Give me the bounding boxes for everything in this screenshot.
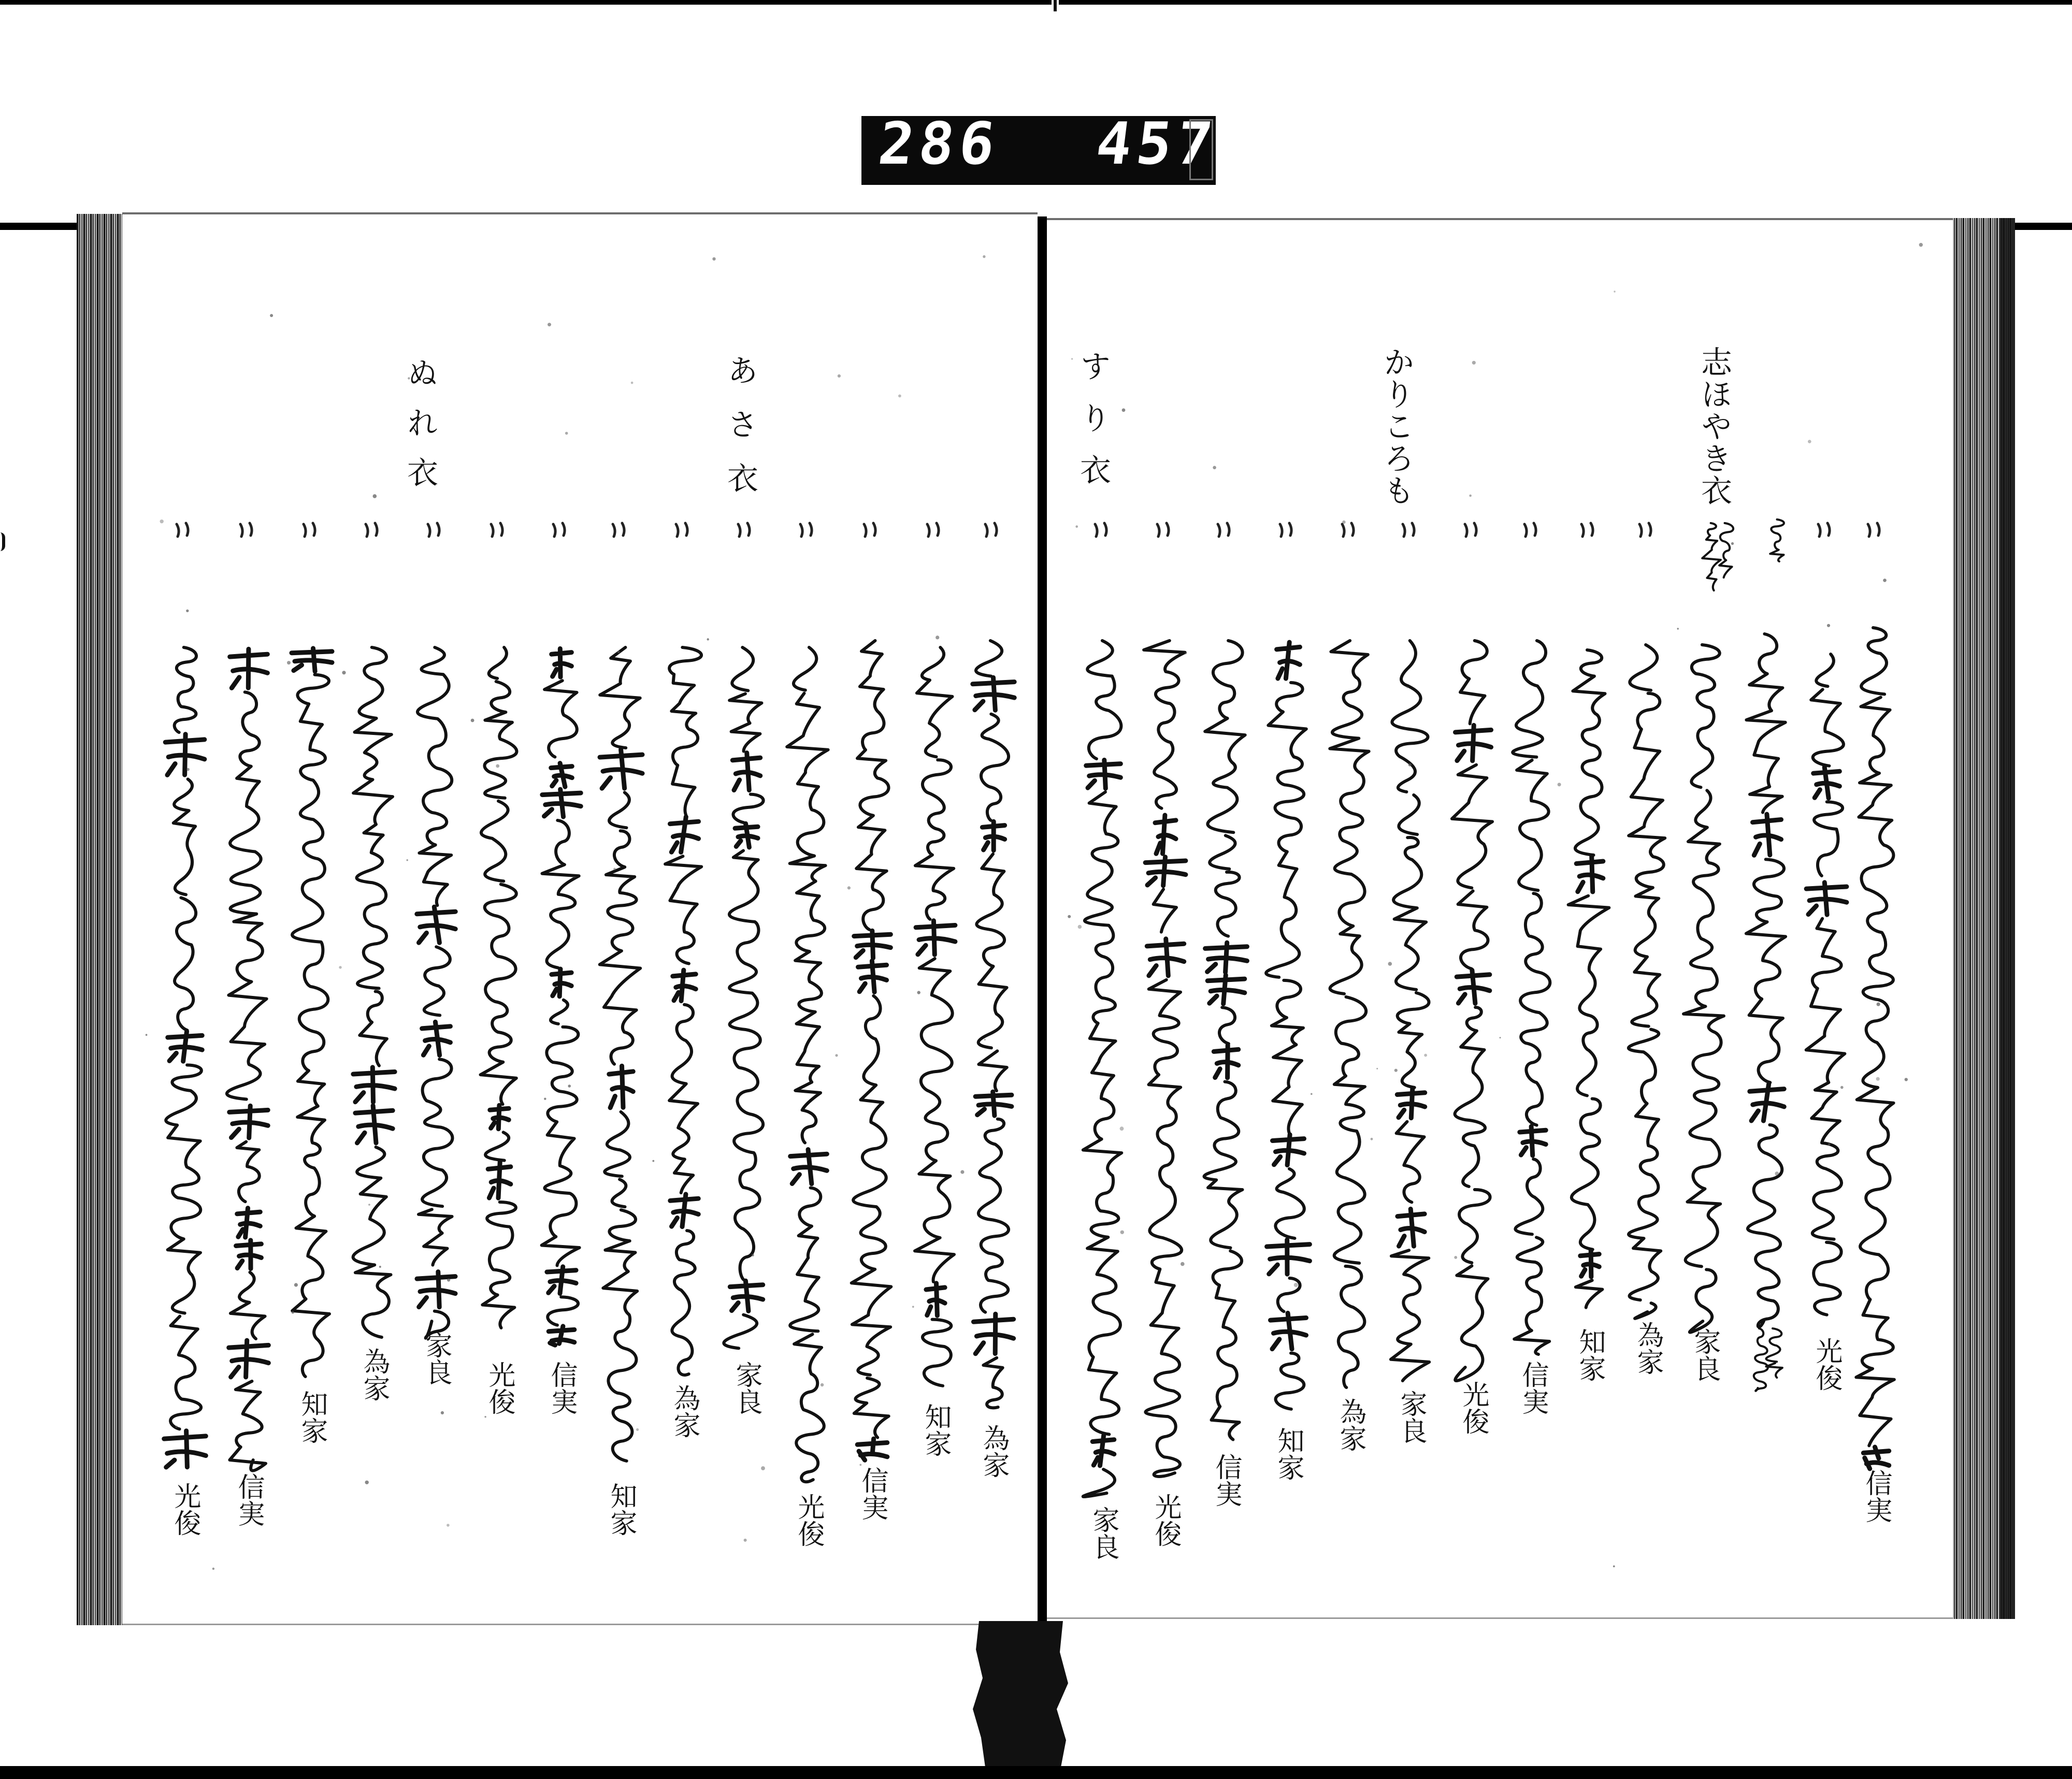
paper-speck: [1613, 1566, 1615, 1568]
paper-speck: [146, 1034, 148, 1036]
poet-name: 為家: [1335, 1398, 1366, 1452]
paper-speck: [1120, 1126, 1124, 1131]
marginal-note-handwriting: [1702, 523, 1721, 590]
paper-speck: [342, 671, 346, 674]
handwritten-poem-column-bold: [973, 677, 1014, 1354]
paper-speck: [917, 991, 920, 994]
poet-name: 為家: [669, 1384, 700, 1438]
ditto-mark: [177, 523, 188, 537]
handwritten-poem-column: [1629, 645, 1665, 1319]
paper-speck: [447, 1278, 450, 1281]
handwritten-poem-column: [292, 675, 329, 1377]
topic-heading: ぬれ衣: [402, 357, 438, 506]
paper-speck: [761, 1466, 765, 1470]
paper-speck: [1840, 1086, 1844, 1089]
handwritten-poem-column-bold: [1267, 642, 1310, 1349]
paper-speck: [484, 1416, 486, 1418]
marginal-note-handwriting: [1770, 519, 1784, 561]
ditto-mark: [1342, 523, 1354, 537]
topic-heading: かりころも: [1378, 346, 1415, 507]
handwritten-poem-column-bold: [488, 1105, 511, 1198]
paper-speck: [983, 255, 985, 258]
ditto-mark: [1403, 523, 1414, 537]
poet-name: 信実: [233, 1473, 264, 1527]
paper-speck: [1469, 495, 1472, 497]
ditto-mark: [738, 523, 750, 537]
handwritten-poem-column-bold: [790, 1150, 827, 1184]
frame-number: 457: [1092, 110, 1221, 178]
paper-speck: [176, 1426, 178, 1428]
paper-speck: [1213, 466, 1216, 470]
poet-name: 家良: [421, 1332, 452, 1385]
topic-heading: あさ衣: [722, 354, 758, 516]
marginal-note-handwriting: [1766, 1328, 1782, 1378]
paper-speck: [368, 1204, 370, 1206]
paper-speck: [441, 1411, 444, 1414]
poet-name: 為家: [1632, 1321, 1663, 1375]
paper-speck: [1500, 1037, 1501, 1038]
book-spine-shadow: [973, 1621, 1068, 1767]
ditto-mark: [304, 523, 315, 537]
paper-speck: [270, 314, 273, 317]
poet-name: 光俊: [793, 1493, 824, 1547]
paper-speck: [859, 1464, 861, 1466]
paper-speck: [936, 635, 939, 639]
paper-speck: [838, 374, 841, 378]
ditto-mark: [1639, 523, 1651, 537]
handwritten-poem-column: [1856, 628, 1894, 1462]
poet-name: 信実: [1211, 1453, 1242, 1507]
topic-heading: 志ほやき衣: [1696, 346, 1732, 507]
poet-name: 信実: [1861, 1469, 1892, 1523]
handwritten-poem-column-bold: [1863, 1447, 1889, 1469]
poet-name: 光俊: [484, 1361, 515, 1415]
handwritten-poem-column-bold: [1145, 815, 1186, 976]
paper-speck: [1376, 1068, 1378, 1069]
ditto-mark: [927, 523, 939, 537]
poet-name: 知家: [920, 1403, 951, 1457]
paper-speck: [636, 1428, 639, 1431]
handwritten-poem-column: [418, 647, 453, 1338]
poet-name: 知家: [1574, 1328, 1605, 1382]
paper-speck: [707, 638, 709, 640]
ditto-mark: [1818, 523, 1830, 537]
paper-speck: [652, 1160, 654, 1162]
ditto-mark: [1581, 523, 1593, 537]
handwritten-poem-column: [542, 681, 580, 1347]
ditto-mark: [613, 523, 624, 537]
paper-speck: [1883, 578, 1887, 582]
paper-speck: [617, 650, 620, 653]
handwritten-poem-column: [665, 647, 701, 1375]
handwritten-poem-column: [976, 641, 1009, 1408]
ditto-mark: [1095, 523, 1106, 537]
poet-name: 家良: [731, 1361, 762, 1415]
paper-speck: [1071, 358, 1073, 359]
paper-speck: [1120, 1231, 1124, 1234]
paper-speck: [1919, 243, 1923, 247]
ditto-mark: [800, 523, 812, 537]
poet-name: 光俊: [1811, 1337, 1842, 1391]
ditto-mark: [553, 523, 565, 537]
ditto-mark: [491, 523, 502, 537]
paper-speck: [744, 1539, 747, 1542]
handwritten-poem-column: [1144, 641, 1185, 1477]
paper-speck: [379, 1266, 381, 1268]
paper-speck: [447, 1524, 450, 1527]
ditto-mark: [1868, 523, 1879, 537]
paper-speck: [984, 1039, 986, 1040]
ditto-mark: [985, 523, 997, 537]
handwritten-poem-column: [1204, 641, 1245, 1440]
paper-speck: [712, 257, 715, 261]
handwritten-poem-column: [852, 641, 891, 1455]
paper-speck: [339, 966, 341, 968]
left-page-handwriting: [164, 641, 1015, 1482]
handwritten-poem-column-bold: [1205, 943, 1247, 1078]
ditto-mark: [1280, 523, 1291, 537]
ditto-mark: [366, 523, 377, 537]
paper-speck: [912, 1306, 914, 1308]
ditto-marks: [177, 523, 1879, 537]
ditto-mark: [864, 523, 875, 537]
paper-speck: [565, 432, 568, 435]
handwritten-poem-column: [1391, 641, 1429, 1381]
paper-speck: [1877, 1003, 1880, 1006]
handwritten-poem-column-bold: [229, 649, 269, 1377]
paper-speck: [294, 1283, 298, 1286]
paper-speck: [960, 1170, 964, 1174]
handwritten-poem-column-bold: [1806, 767, 1847, 915]
right-page-handwriting: [1083, 519, 1894, 1497]
handwritten-poem-column: [1684, 645, 1724, 1333]
handwritten-poem-column: [1806, 654, 1845, 1315]
paper-speck: [287, 661, 291, 664]
paper-speck: [1388, 962, 1392, 966]
paper-speck: [613, 868, 616, 871]
ditto-mark: [1157, 523, 1169, 537]
paper-speck: [1876, 1077, 1880, 1081]
handwritten-poem-column-bold: [353, 1067, 395, 1143]
paper-speck: [1394, 1069, 1398, 1072]
paper-speck: [898, 395, 901, 398]
paper-speck: [631, 382, 634, 384]
paper-speck: [1472, 361, 1476, 365]
paper-speck: [1558, 783, 1561, 786]
paper-speck: [1078, 925, 1082, 929]
paper-speck: [847, 886, 851, 889]
ditto-mark: [676, 523, 687, 537]
poet-name: 家良: [1395, 1390, 1427, 1444]
handwritten-poem-column: [787, 647, 828, 1482]
paper-speck: [835, 1054, 838, 1057]
paper-speck: [1614, 291, 1615, 292]
poet-name: 家良: [1088, 1506, 1119, 1560]
topic-heading: すり衣: [1075, 350, 1111, 505]
paper-speck: [1775, 1171, 1779, 1176]
paper-speck: [160, 519, 164, 523]
poet-name: 知家: [606, 1482, 637, 1536]
paper-speck: [1068, 915, 1071, 918]
handwritten-poem-column: [1569, 650, 1609, 1308]
handwritten-poem-column: [1746, 634, 1786, 1327]
paper-speck: [1406, 686, 1408, 688]
paper-speck: [1828, 1143, 1831, 1146]
paper-speck: [373, 494, 377, 498]
paper-speck: [821, 1383, 824, 1386]
paper-speck: [1371, 1138, 1373, 1140]
poet-name: 信実: [1517, 1361, 1548, 1415]
handwritten-poem-column: [353, 647, 393, 1337]
handwritten-poem-column: [1083, 641, 1122, 1497]
paper-speck: [365, 1481, 369, 1484]
marginal-note-handwriting: [1719, 523, 1733, 577]
paper-speck: [752, 1254, 754, 1256]
handwritten-poem-column: [724, 647, 763, 1348]
paper-speck: [186, 610, 189, 612]
poet-name: 光俊: [1150, 1493, 1181, 1547]
paper-speck: [568, 1084, 571, 1088]
ditto-mark: [1465, 523, 1476, 537]
paper-speck: [1075, 525, 1078, 528]
paper-speck: [212, 1568, 214, 1570]
ditto-mark: [240, 523, 252, 537]
paper-speck: [1454, 1256, 1457, 1259]
poet-name: 知家: [1273, 1427, 1304, 1481]
paper-speck: [292, 1311, 294, 1313]
paper-speck: [471, 719, 474, 722]
poet-name: 知家: [296, 1390, 327, 1444]
paper-speck: [1185, 652, 1187, 654]
handwritten-poem-column-bold: [600, 749, 642, 1108]
paper-speck: [186, 768, 190, 771]
paper-speck: [1122, 409, 1126, 412]
handwritten-poem-column: [1513, 641, 1550, 1354]
poet-name: 家良: [1689, 1328, 1720, 1382]
ditto-mark: [1524, 523, 1536, 537]
poet-name: 為家: [978, 1424, 1009, 1478]
film-bottom-edge: [0, 1766, 2072, 1779]
poet-name: 信実: [546, 1361, 577, 1415]
paper-speck: [496, 764, 499, 768]
paper-speck: [548, 323, 551, 326]
paper-speck: [1408, 763, 1412, 766]
poet-name: 為家: [358, 1348, 390, 1401]
paper-speck: [1294, 1283, 1298, 1287]
paper-speck: [1342, 520, 1345, 524]
paper-speck: [544, 1098, 546, 1100]
paper-speck: [1905, 1078, 1908, 1081]
paper-speck: [1181, 1262, 1185, 1266]
handwritten-poem-column: [1266, 683, 1306, 1409]
poet-name: 光俊: [169, 1482, 200, 1536]
ditto-mark: [1218, 523, 1229, 537]
paper-speck: [1311, 1093, 1313, 1095]
paper-speck: [1827, 624, 1830, 627]
handwritten-poem-column: [481, 647, 517, 1328]
handwritten-poem-column: [1330, 641, 1369, 1387]
poet-name: 光俊: [1458, 1381, 1489, 1435]
handwritten-poem-column-bold: [1520, 1126, 1546, 1155]
ditto-mark: [428, 523, 439, 537]
paper-speck: [1808, 440, 1811, 443]
reel-number: 286: [875, 110, 1004, 178]
paper-speck: [407, 859, 408, 861]
paper-speck: [1731, 542, 1734, 545]
paper-speck: [1424, 1054, 1427, 1057]
handwritten-poem-column-bold: [730, 753, 762, 1311]
handwritten-poem-column: [915, 647, 954, 1386]
handwritten-poem-column-bold: [292, 648, 332, 671]
poet-name: 信実: [857, 1467, 888, 1521]
paper-speck: [1677, 628, 1679, 629]
